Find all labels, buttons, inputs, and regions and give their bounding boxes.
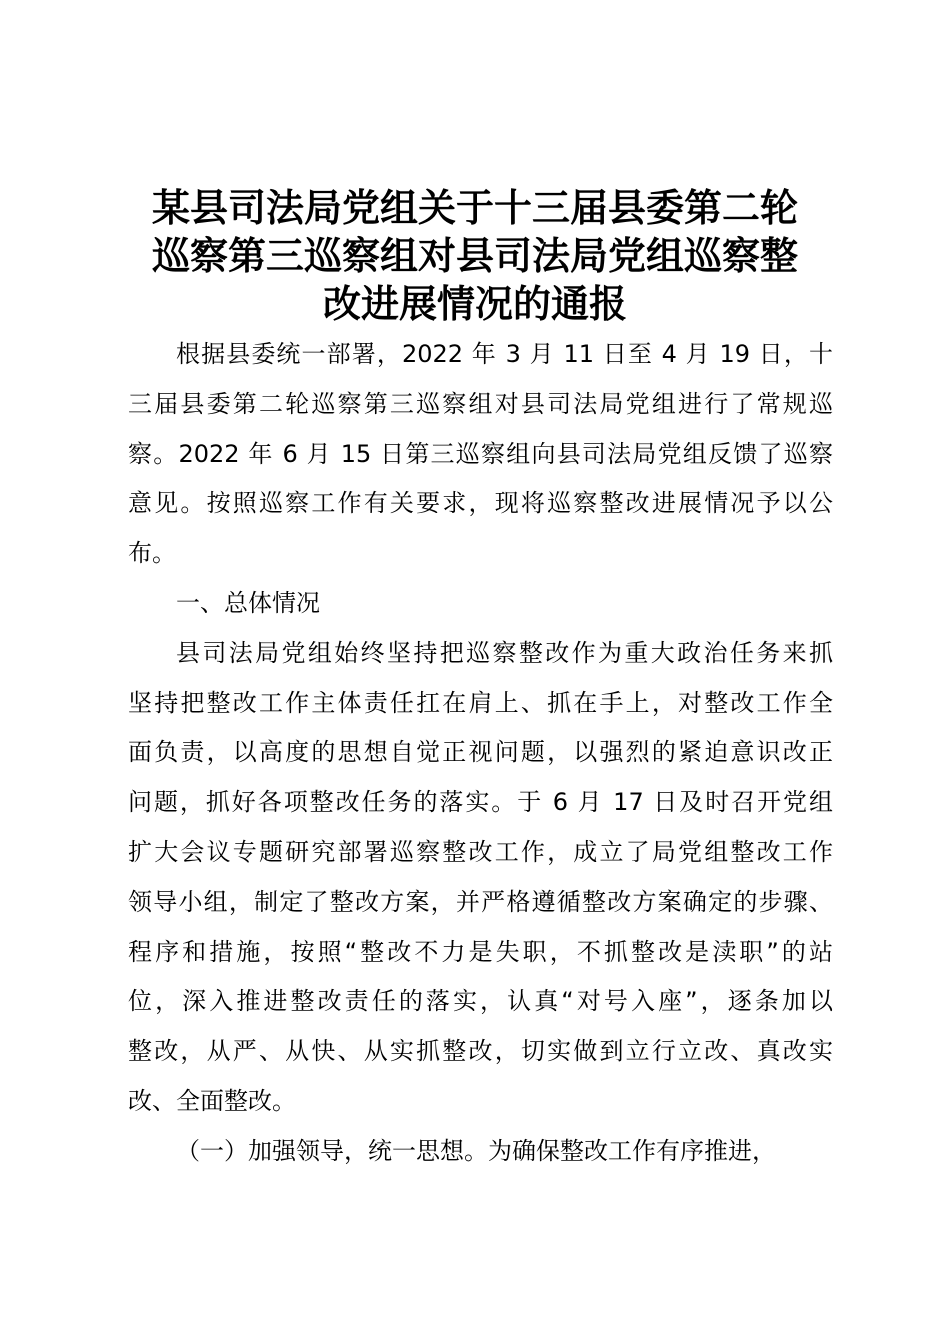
paragraph-subsection-1 — [128, 1127, 833, 1177]
text-line: 领导小组，制定了整改方案，并严格遵循整改方案确定的步骤、 — [128, 887, 833, 916]
text-line: 整改，从严、从快、从实抓整改，切实做到立行立改、真改实 — [128, 1037, 833, 1066]
text-line: 布。 — [128, 539, 176, 568]
text-line: 问题，抓好各项整改任务的落实。于 6 月 17 日及时召开党组 — [128, 788, 833, 817]
text-line: （一）加强领导，统一思想。为确保整改工作有序推进， — [176, 1136, 776, 1165]
title-line: 改进展情况的通报 — [322, 282, 627, 326]
paragraph-overview — [128, 629, 833, 1127]
text-line: 察。2022 年 6 月 15 日第三巡察组向县司法局党组反馈了巡察 — [128, 439, 833, 468]
text-line: 面负责，以高度的思想自觉正视问题，以强烈的紧迫意识改正 — [128, 738, 833, 767]
title-line: 某县司法局党组关于十三届县委第二轮 — [151, 186, 798, 230]
text-line: 县司法局党组始终坚持把巡察整改作为重大政治任务来抓 — [176, 638, 833, 667]
document-body — [128, 330, 833, 1177]
document-title — [100, 184, 850, 328]
text-line: 扩大会议专题研究部署巡察整改工作，成立了局党组整改工作 — [128, 837, 833, 866]
section-heading — [128, 579, 833, 629]
paragraph-intro — [128, 330, 833, 579]
text-line: 坚持把整改工作主体责任扛在肩上、抓在手上，对整改工作全 — [128, 688, 833, 717]
text-line: 三届县委第二轮巡察第三巡察组对县司法局党组进行了常规巡 — [128, 389, 833, 418]
text-line: 意见。按照巡察工作有关要求，现将巡察整改进展情况予以公 — [128, 489, 833, 518]
text-line: 一、总体情况 — [176, 588, 320, 617]
text-line: 位，深入推进整改责任的落实，认真“对号入座”，逐条加以 — [128, 987, 833, 1016]
text-line: 程序和措施，按照“整改不力是失职，不抓整改是渎职”的站 — [128, 937, 833, 966]
text-line: 根据县委统一部署，2022 年 3 月 11 日至 4 月 19 日，十 — [176, 340, 833, 368]
text-line: 改、全面整改。 — [128, 1086, 296, 1115]
title-line: 巡察第三巡察组对县司法局党组巡察整 — [151, 234, 798, 278]
